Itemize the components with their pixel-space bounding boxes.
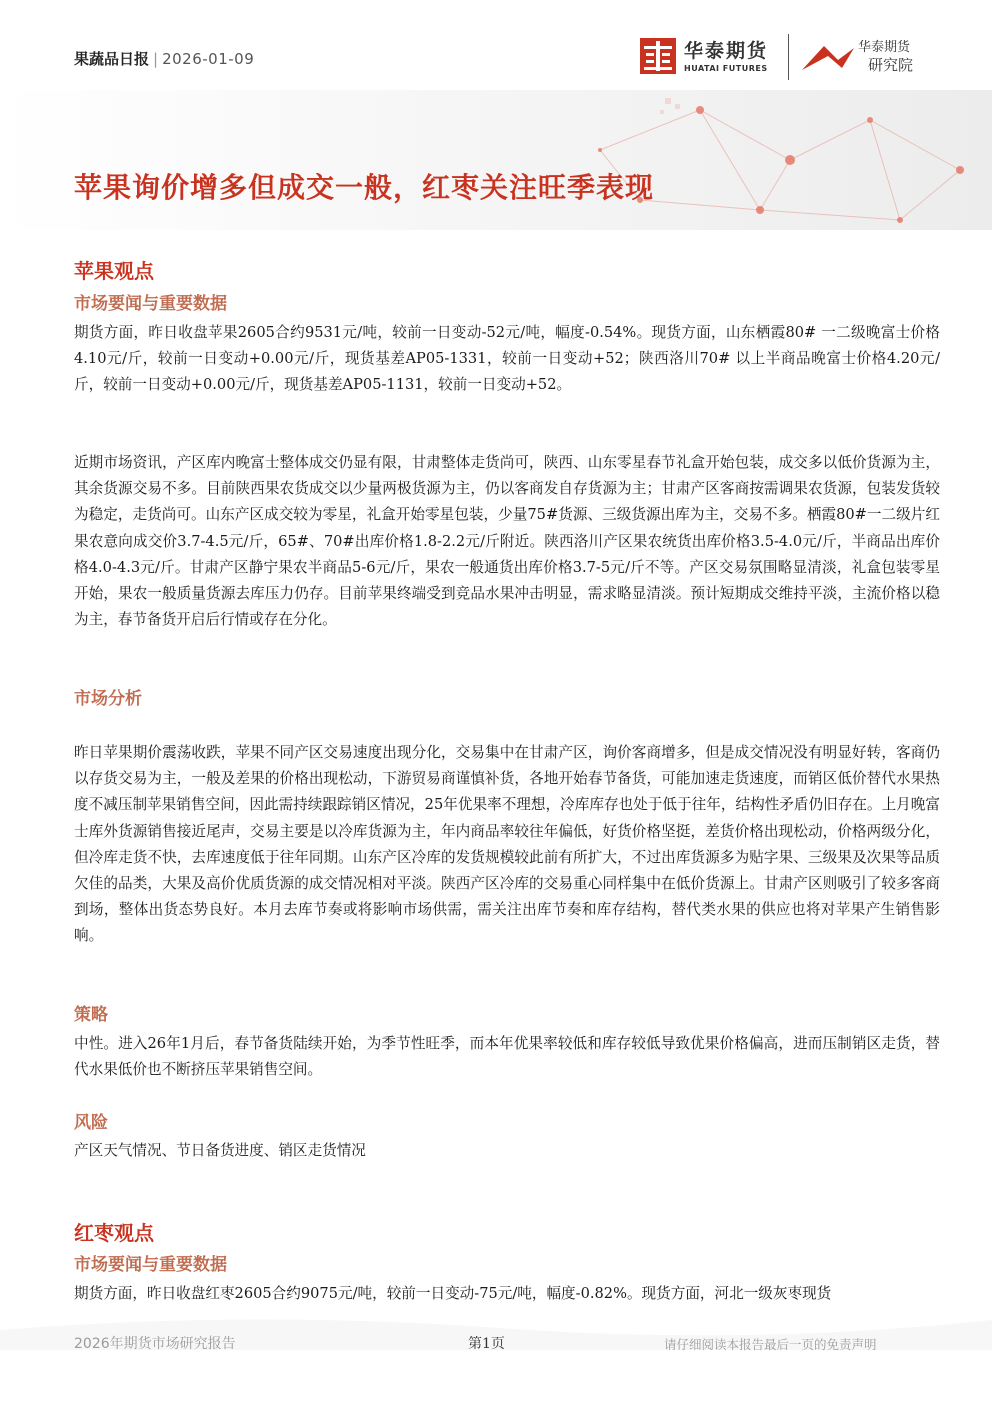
apple-strategy-paragraph: 中性。进入26年1月后，春节备货陆续开始，为季节性旺季，而本年优果率较低和库存较低导致优果价格偏高，进而压制销区走货，替代水果低价也不断挤压苹果销售空间。	[74, 1035, 940, 1079]
apple-news-para1-block	[74, 320, 940, 399]
apple-risk-block	[74, 1138, 940, 1164]
institute-name-line2: 研究院	[868, 56, 914, 74]
jujube-section-heading-block	[74, 1219, 940, 1247]
apple-analysis-heading: 市场分析	[74, 689, 142, 709]
company-name-cn: 华泰期货	[684, 40, 769, 62]
apple-news-heading-block	[74, 292, 940, 316]
footer-disclaimer-note: 请仔细阅读本报告最后一页的免责声明	[664, 1337, 877, 1352]
apple-section-heading: 苹果观点	[74, 259, 154, 283]
huatai-logo-icon	[640, 38, 676, 74]
apple-analysis-paragraph: 昨日苹果期价震荡收跌，苹果不同产区交易速度出现分化，交易集中在甘肃产区，询价客商增多，但是成交情况没有明显好转，客商仍以存货交易为主，一般及差果的价格出现松动，下游贸易商谨慎补货，各地开始春节备货，可能加速走货速度，而销区低价替代水果热度不减压制苹果销售空间，因此需持续跟踪销区情况，25年优果率不理想，冷库库存也处于低于往年，结构性矛盾仍旧存在。上月晚富士库外货源销售接近尾声，交易主要是以冷库货源为主，年内商品率较往年偏低，好货价格坚挺，差货价格出现松动，价格两级分化，但冷库走货不快，去库速度低于往年同期。山东产区冷库的发货规模较此前有所扩大，不过出库货源多为贴字果、三级果及次果等品质欠佳的品类，大果及高价优质货源的成交情况相对平淡。陕西产区冷库的交易重心同样集中在低价货源上。甘肃产区则吸引了较多客商到场，整体出货态势良好。本月去库节奏或将影响市场供需，需关注出库节奏和库存结构，替代类水果的供应也将对苹果产生销售影响。	[74, 744, 940, 945]
page-title: 苹果询价增多但成交一般，红枣关注旺季表现	[74, 171, 655, 204]
logo-divider	[788, 34, 789, 80]
apple-futures-spot-paragraph: 期货方面，昨日收盘苹果2605合约9531元/吨，较前一日变动-52元/吨，幅度-0.54%。现货方面，山东栖霞80# 一二级晚富士价格4.10元/斤，较前一日变动+0.00元/斤，现货基差AP05-1331，较前一日变动+52；陕西洛川70# 以上半商品晚富士价格4.20元/斤，较前一日变动+0.00元/斤，现货基差AP05-1131，较前一日变动+52。	[74, 324, 940, 394]
apple-analysis-block	[74, 740, 940, 950]
header-banner-graphic	[0, 90, 992, 230]
apple-strategy-block	[74, 1031, 940, 1083]
apple-market-news-paragraph: 近期市场资讯，产区库内晚富士整体成交仍显有限，甘肃整体走货尚可，陕西、山东零星春节礼盒开始包装，成交多以低价货源为主，其余货源交易不多。目前陕西果农货成交以少量两极货源为主，仍以客商发自存货源为主；甘肃产区客商按需调果农货源，包装发货较为稳定，走货尚可。山东产区成交较为零星，礼盒开始零星包装，少量75#货源、三级货源出库为主，交易不多。栖霞80#一二级片红果农意向成交价3.7-4.5元/斤，65#、70#出库价格1.8-2.2元/斤附近。陕西洛川产区果农统货出库价格3.5-4.0元/斤，半商品出库价格4.0-4.3元/斤。甘肃产区静宁果农半商品5-6元/斤，果农一般通货出库价格3.7-5元/斤不等。产区交易氛围略显清淡，礼盒包装零星开始，果农一般质量货源去库压力仍存。目前苹果终端受到竞品水果冲击明显，需求略显清淡。预计短期成交维持平淡，主流价格以稳为主，春节备货开启后行情或存在分化。	[74, 454, 940, 629]
apple-strategy-heading-block	[74, 1003, 940, 1027]
jujube-section-heading: 红枣观点	[74, 1221, 154, 1245]
apple-news-para2-block	[74, 450, 940, 633]
apple-risk-heading: 风险	[74, 1113, 108, 1133]
page-number: 第1页	[468, 1336, 505, 1352]
apple-risk-heading-block	[74, 1111, 940, 1135]
institute-logo-icon	[798, 38, 858, 76]
report-header	[74, 48, 254, 69]
footer-report-series: 2026年期货市场研究报告	[74, 1336, 236, 1352]
jujube-futures-spot-paragraph: 期货方面，昨日收盘红枣2605合约9075元/吨，较前一日变动-75元/吨，幅度-0.82%。现货方面，河北一级灰枣现货	[74, 1285, 832, 1302]
header-separator: |	[153, 50, 159, 68]
jujube-news-heading-block	[74, 1253, 940, 1277]
apple-section-heading-block	[74, 257, 940, 285]
apple-risk-paragraph: 产区天气情况、节日备货进度、销区走货情况	[74, 1142, 366, 1159]
institute-name-line1: 华泰期货	[858, 40, 911, 55]
company-name-en: HUATAI FUTURES	[684, 64, 768, 73]
apple-strategy-heading: 策略	[74, 1005, 108, 1025]
report-date: 2026-01-09	[162, 50, 255, 68]
report-type: 果蔬品日报	[74, 50, 150, 68]
jujube-market-news-heading: 市场要闻与重要数据	[74, 1255, 227, 1275]
apple-analysis-heading-block	[74, 687, 940, 711]
apple-market-news-heading: 市场要闻与重要数据	[74, 294, 227, 314]
